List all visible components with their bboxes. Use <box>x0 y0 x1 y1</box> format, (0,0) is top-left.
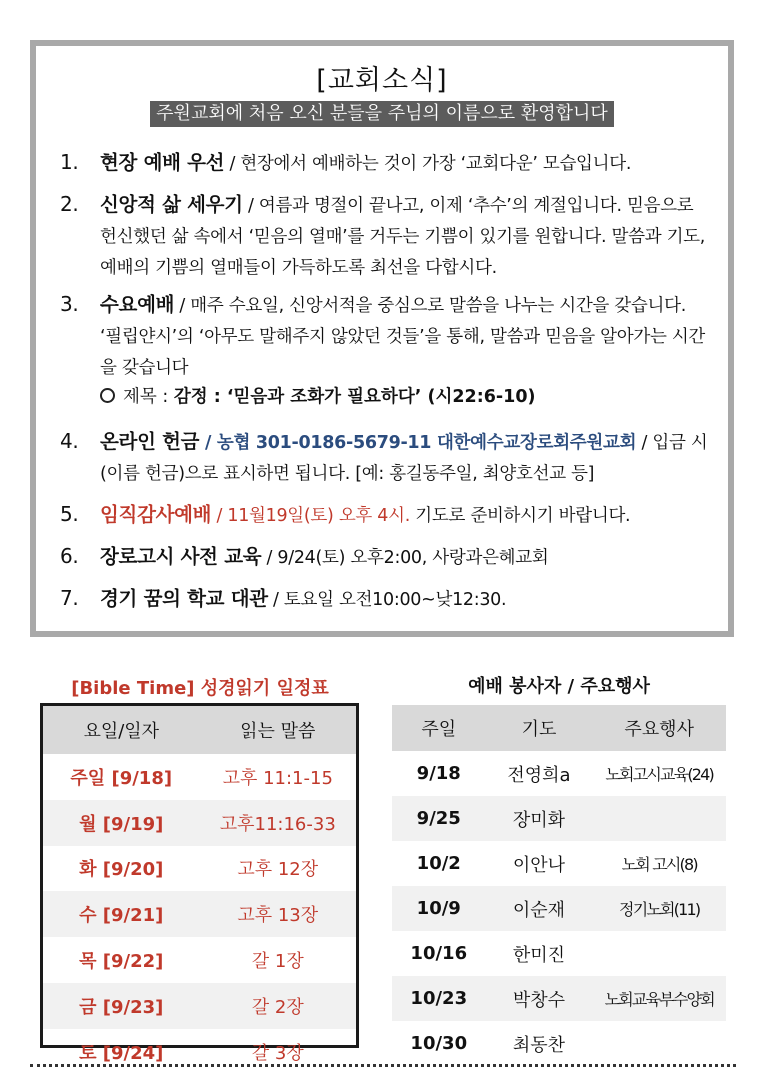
table-row <box>392 931 726 976</box>
reading-cell: 갈 1장 <box>251 951 304 973</box>
prayer-cell: 전영희a <box>507 764 571 786</box>
day-cell: 수 [9/21] <box>43 891 200 937</box>
item-heading: 현장 예배 우선 <box>100 151 225 174</box>
item-number: 4. <box>60 429 79 453</box>
date-cell: 10/30 <box>410 1033 468 1054</box>
day-cell: 목 [9/22] <box>79 951 164 973</box>
table-row <box>392 886 726 931</box>
service-schedule-title: 예배 봉사자 / 주요행사 <box>468 676 650 697</box>
table-row <box>392 796 726 841</box>
day-cell: 주일 [9/18] <box>70 767 173 789</box>
table-header: 기도 <box>486 705 593 751</box>
date-cell: 10/23 <box>392 976 486 1021</box>
table-row <box>43 937 356 983</box>
table-row <box>43 846 356 892</box>
item-heading: 경기 꿈의 학교 대관 <box>100 587 268 610</box>
event-cell: 노회 고시(8) <box>621 855 697 874</box>
item-text: / 입금 시 (이름 헌금)으로 표시하면 됩니다. [예: 홍길동주일, 최양호선교 등] <box>100 433 708 484</box>
event-cell <box>592 796 726 841</box>
item-text: / 매주 수요일, 신앙서적을 중심으로 말씀을 나누는 시간을 갖습니다. ‘필립얀시’의 ‘아무도 말해주지 않았던 것들’을 통해, 말씀과 믿음을 알아가는 시간을 갖습니다 <box>100 296 706 378</box>
item-heading: 장로고시 사전 교육 <box>100 545 262 568</box>
event-date: / 11월19일(토) 오후 4시. <box>211 506 410 526</box>
item-text: / 9/24(토) 오후2:00, 사랑과은혜교회 <box>261 548 549 568</box>
prayer-cell: 이안나 <box>512 854 566 876</box>
table-row <box>392 751 726 796</box>
date-cell: 10/16 <box>410 943 468 964</box>
item-heading: 수요예배 <box>100 293 175 316</box>
item-text: 기도로 준비하시기 바랍니다. <box>410 506 631 526</box>
news-item-6 <box>60 541 708 574</box>
reading-cell: 고후 13장 <box>200 891 357 937</box>
item-heading: 온라인 헌금 <box>100 430 200 453</box>
circle-bullet-icon <box>100 388 115 403</box>
table-row <box>392 841 726 886</box>
date-cell: 10/2 <box>416 853 461 874</box>
reading-cell: 갈 3장 <box>251 1042 304 1064</box>
reading-cell: 고후 12장 <box>237 859 319 881</box>
table-row <box>43 983 356 1029</box>
table-header: 주일 <box>392 705 486 751</box>
sermon-line <box>100 382 536 413</box>
sermon-label: 제목 : <box>123 387 174 407</box>
prayer-cell: 박창수 <box>486 976 593 1021</box>
item-number: 2. <box>60 192 79 216</box>
table-row <box>43 754 356 800</box>
prayer-cell: 이순재 <box>486 886 593 931</box>
table-header: 요일/일자 <box>43 706 200 754</box>
church-news-box <box>30 40 734 637</box>
news-item-4 <box>60 426 708 490</box>
sermon-title: 감정 : ‘믿음과 조화가 필요하다’ (시22:6-10) <box>173 387 536 407</box>
news-item-5 <box>60 499 708 532</box>
table-row <box>392 976 726 1021</box>
news-item-2 <box>60 189 708 284</box>
table-row <box>43 891 356 937</box>
prayer-cell: 장미화 <box>486 796 593 841</box>
item-heading: 임직감사예배 <box>100 503 212 526</box>
prayer-cell: 최동찬 <box>512 1034 566 1056</box>
item-number: 5. <box>60 502 79 526</box>
bottom-divider <box>30 1064 736 1067</box>
service-schedule-table <box>392 705 726 1066</box>
table-row <box>392 1021 726 1066</box>
date-cell: 9/25 <box>392 796 486 841</box>
table-header: 읽는 말씀 <box>200 706 357 754</box>
item-number: 1. <box>60 150 79 174</box>
day-cell: 화 [9/20] <box>79 859 164 881</box>
item-text: / 현장에서 예배하는 것이 가장 ‘교회다운’ 모습입니다. <box>224 154 632 174</box>
day-cell: 금 [9/23] <box>43 983 200 1029</box>
table-header: 주요행사 <box>592 705 726 751</box>
bible-schedule-table <box>40 703 359 1064</box>
item-number: 3. <box>60 292 79 316</box>
day-cell: 월 [9/19] <box>43 800 200 846</box>
date-cell: 9/18 <box>416 763 461 784</box>
event-cell <box>592 1021 726 1066</box>
item-number: 6. <box>60 544 79 568</box>
date-cell: 10/9 <box>392 886 486 931</box>
table-row <box>43 800 356 846</box>
item-text: / 토요일 오전10:00~낮12:30. <box>267 590 507 610</box>
welcome-banner: 주원교회에 처음 오신 분들을 주님의 이름으로 환영합니다 <box>150 101 614 127</box>
prayer-cell: 한미진 <box>512 944 566 966</box>
event-cell: 노회교육부수양회 <box>592 976 726 1021</box>
news-item-7 <box>60 583 708 616</box>
item-text: / 여름과 명절이 끝나고, 이제 ‘추수’의 계절입니다. 믿음으로 헌신했던 삶 속에서 ‘믿음의 열매’를 거두는 기쁨이 있기를 원합니다. 말씀과 기도, 예배의 기쁨의 열매들이 가득하도록 최선을 다합시다. <box>100 196 706 278</box>
reading-cell: 갈 2장 <box>200 983 357 1029</box>
event-cell: 노회고시교육(24) <box>605 765 713 784</box>
item-number: 7. <box>60 586 79 610</box>
reading-cell: 고후 11:1-15 <box>222 767 333 789</box>
day-cell: 토 [9/24] <box>79 1042 164 1064</box>
event-cell <box>592 931 726 976</box>
news-item-1 <box>60 147 708 180</box>
item-heading: 신앙적 삶 세우기 <box>100 193 243 216</box>
item-separator: / <box>199 433 217 453</box>
bible-schedule-title: [Bible Time] 성경읽기 일정표 <box>71 678 329 699</box>
reading-cell: 고후11:16-33 <box>200 800 357 846</box>
table-row <box>43 1029 356 1075</box>
bank-account: 농협 301-0186-5679-11 대한예수교장로회주원교회 <box>216 433 637 453</box>
event-cell: 정기노회(11) <box>592 886 726 931</box>
news-item-3 <box>60 289 708 384</box>
news-title: [교회소식] <box>316 65 448 96</box>
